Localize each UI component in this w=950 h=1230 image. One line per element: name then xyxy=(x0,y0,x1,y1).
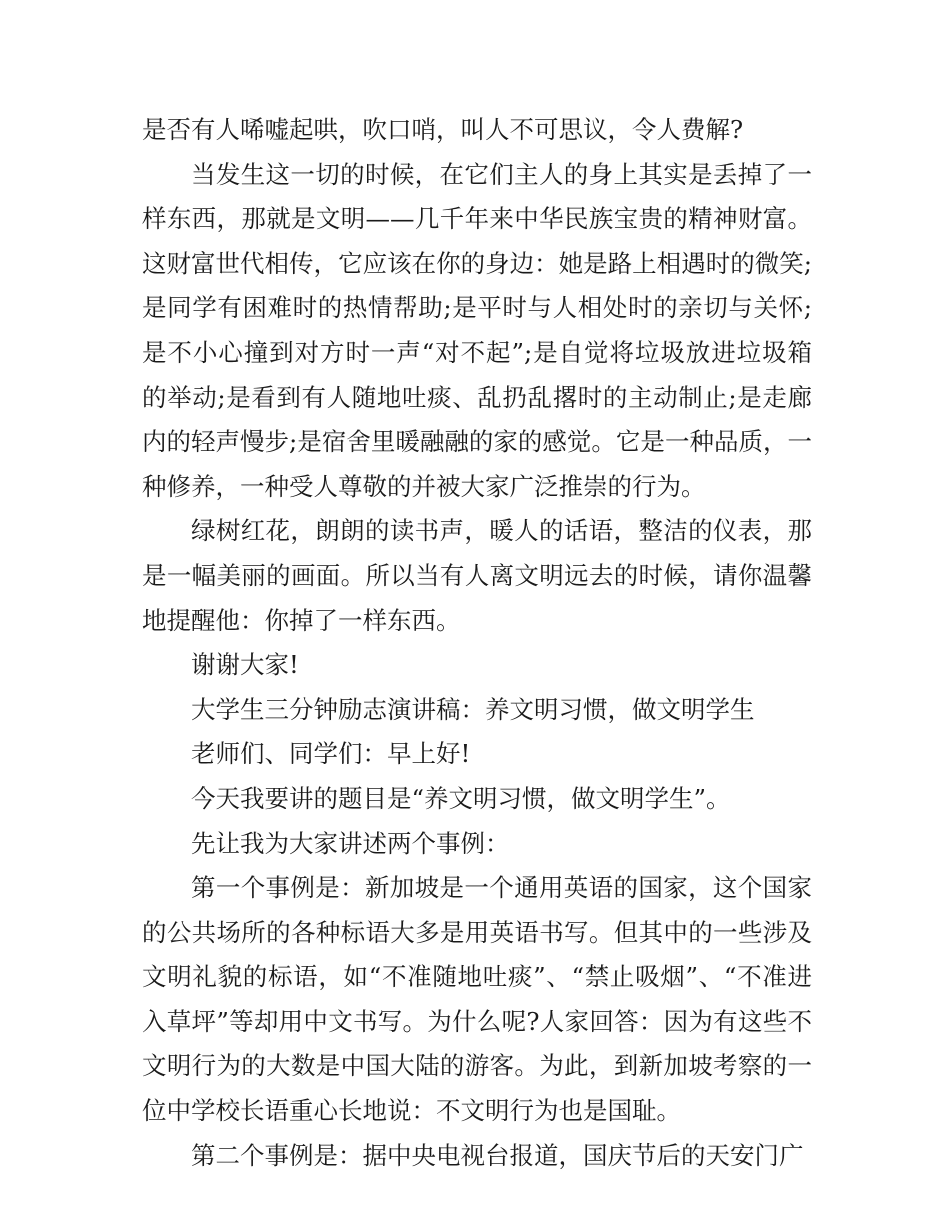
greeting: 老师们、同学们：早上好! xyxy=(191,739,471,769)
paragraph-closing: 谢谢大家! xyxy=(191,650,299,680)
paragraph: 今天我要讲的题目是“养文明习惯，做文明学生”。 xyxy=(191,783,731,813)
paragraph: 绿树红花，朗朗的读书声，暖人的话语，整洁的仪表，那是一幅美丽的画面。所以当有人离文明远去的时候，请你温馨地提醒他：你掉了一样东西。 xyxy=(142,516,812,635)
paragraph: 当发生这一切的时候，在它们主人的身上其实是丢掉了一样东西，那就是文明——几千年来中华民族宝贵的精神财富。这财富世代相传，它应该在你的身边：她是路上相遇时的微笑;是同学有困难时的热情帮助;是平时与人相处时的亲切与关怀;是不小心撞到对方时一声“对不起”;是自觉将垃圾放进垃圾箱的举动;是看到有人随地吐痰、乱扔乱撂时的主动制止;是走廊内的轻声慢步;是宿舍里暖融融的家的感觉。它是一种品质，一种修养，一种受人尊敬的并被大家广泛推崇的行为。 xyxy=(142,159,812,501)
paragraph: 第二个事例是：据中央电视台报道，国庆节后的天安门广 xyxy=(191,1140,804,1170)
paragraph: 第一个事例是：新加坡是一个通用英语的国家，这个国家的公共场所的各种标语大多是用英语书写。但其中的一些涉及文明礼貌的标语，如“不准随地吐痰”、“禁止吸烟”、“不准进入草坪”等却用中文书写。为什么呢?人家回答：因为有这些不文明行为的大数是中国大陆的游客。为此，到新加坡考察的一位中学校长语重心长地说：不文明行为也是国耻。 xyxy=(142,873,812,1126)
paragraph: 先让我为大家讲述两个事例： xyxy=(191,828,510,858)
speech-title: 大学生三分钟励志演讲稿：养文明习惯，做文明学生 xyxy=(191,694,755,724)
paragraph-continuation: 是否有人唏嘘起哄，吹口哨，叫人不可思议，令人费解? xyxy=(142,115,744,144)
document-body xyxy=(142,108,812,1178)
